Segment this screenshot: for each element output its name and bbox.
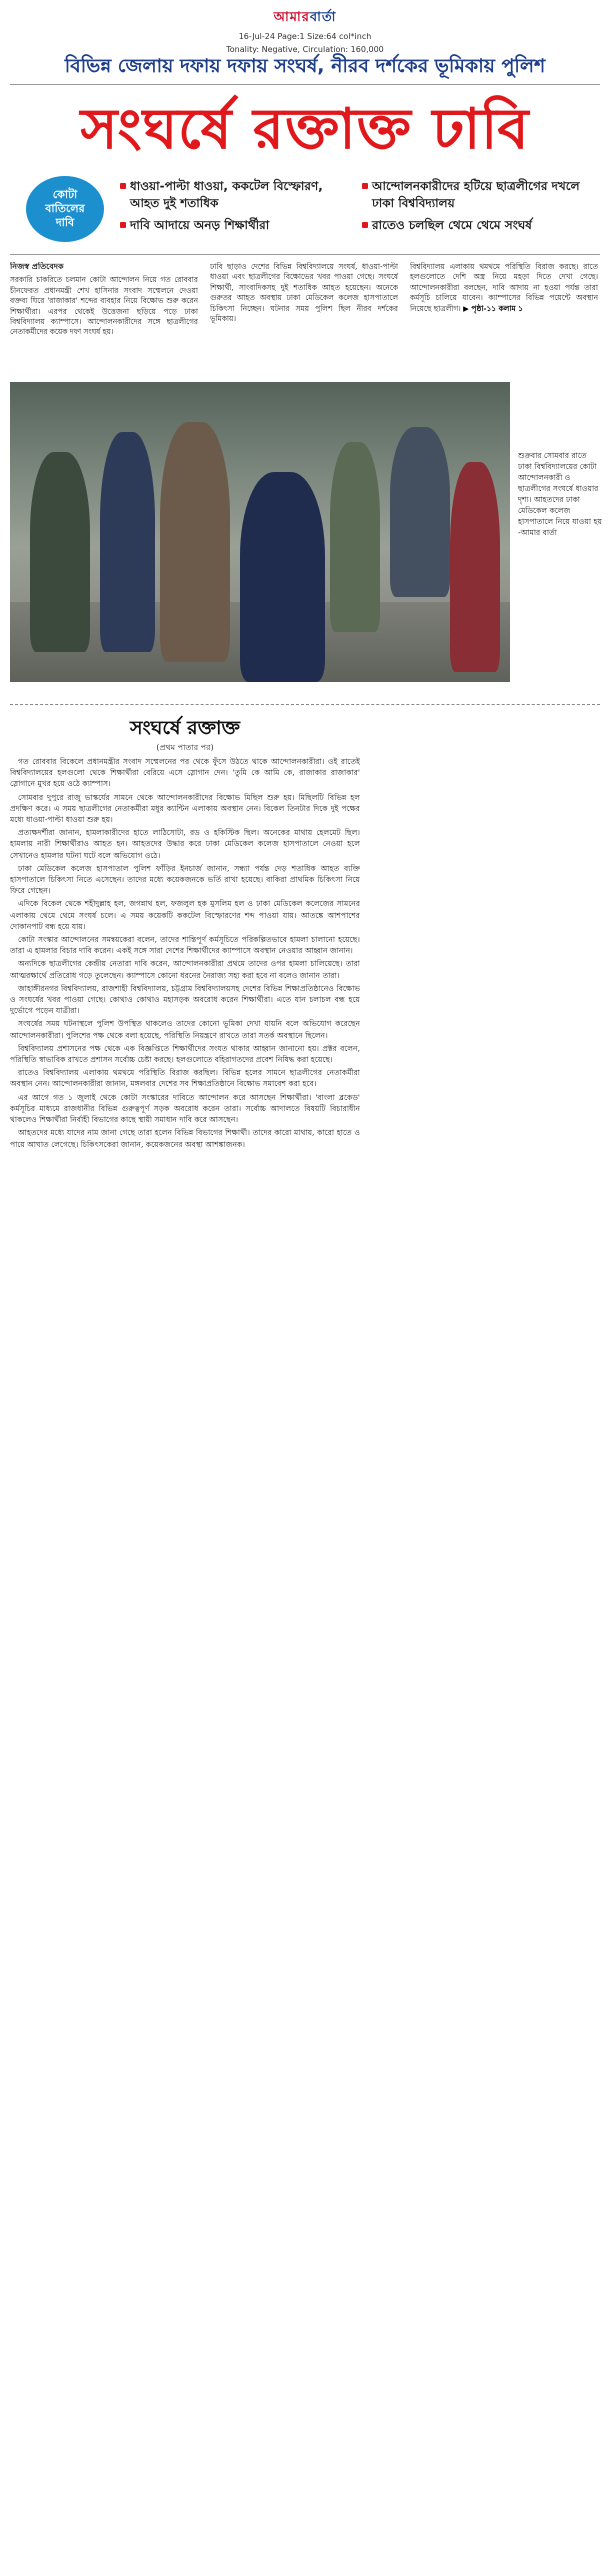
photo-figure xyxy=(160,422,230,662)
jump-paragraph: রাতেও বিশ্ববিদ্যালয় এলাকায় থমথমে পরিস্থিতি বিরাজ করছিল। বিভিন্ন হলের সামনে ছাত্রলীগের নেতাকর্মীরা অবস্থান নেন। আন্দোলনকারীরা জানান, মঙ্গলবার দেশের সব শিক্ষাপ্রতিষ্ঠানে বিক্ষোভ সমাবেশ করা হবে। xyxy=(10,1068,360,1089)
jump-paragraph: অন্যদিকে ছাত্রলীগের কেন্দ্রীয় নেতারা দাবি করেন, আন্দোলনকারীরা প্রথমে তাদের ওপর হামলা চালিয়েছে। তারা আত্মরক্ষার্থে প্রতিরোধ গড়ে তুলেছেন। ক্যাম্পাসে কোনো ধরনের নৈরাজ্য সহ্য করা হবে না বলেও জানান তারা। xyxy=(10,959,360,980)
badge-line-3: দাবি xyxy=(55,216,75,229)
clip-date-line: 16-Jul-24 Page:1 Size:64 col*inch xyxy=(238,32,372,41)
lede-text-1: সরকারি চাকরিতে চলমান কোটা আন্দোলন নিয়ে গত রোববার চীনফেরত প্রধানমন্ত্রী শেখ হাসিনার সংবাদ সম্মেলনে দেওয়া বক্তব্য ঘিরে 'রাজাকার' শব্দের ব্যবহার নিয়ে বিক্ষোভ শুরু করেন শিক্ষার্থীরা। এরপর থেকেই উত্তেজনা ছড়িয়ে পড়ে ঢাকা বিশ্ববিদ্যালয় ক্যাম্পাসে। আন্দোলনকারীদের সঙ্গে ছাত্রলীগের নেতাকর্মীদের কয়েক দফা সংঘর্ষ হয়। xyxy=(10,275,198,337)
jump-paragraph: আহতদের মধ্যে যাদের নাম জানা গেছে তারা হলেন বিভিন্ন বিভাগের শিক্ষার্থী। তাদের কারো মাথায়, কারো হাতে ও পায়ে আঘাত লেগেছে। চিকিৎসকেরা জানান, কয়েকজনের অবস্থা আশঙ্কাজনক। xyxy=(10,1128,360,1149)
subhead-left-list xyxy=(120,178,350,239)
lede-column-1 xyxy=(10,262,198,372)
lede-story xyxy=(10,262,600,372)
clip-tonality-line: Tonality: Negative, Circulation: 160,000 xyxy=(226,45,384,54)
jump-paragraph: এর আগে গত ১ জুলাই থেকে কোটা সংস্কারের দাবিতে আন্দোলন করে আসছেন শিক্ষার্থীরা। 'বাংলা ব্লকেড' কর্মসূচির মাধ্যমে রাজধানীর বিভিন্ন গুরুত্বপূর্ণ সড়ক অবরোধ করেন তারা। সর্বোচ্চ আদালতে বিষয়টি বিচারাধীন থাকলেও শিক্ষার্থীরা নির্বাহী বিভাগের কাছে স্থায়ী সমাধান দাবি করে আসছেন। xyxy=(10,1092,360,1125)
jump-paragraph: কোটা সংস্কার আন্দোলনের সমন্বয়কেরা বলেন, তাদের শান্তিপূর্ণ কর্মসূচিতে পরিকল্পিতভাবে হামলা চালানো হয়েছে। তারা এ হামলার বিচার দাবি করেন। একই সঙ্গে সারা দেশের শিক্ষার্থীদের ক্যাম্পাসে অবস্থান নেওয়ার আহ্বান জানান। xyxy=(10,935,360,956)
middle-rule xyxy=(10,254,600,255)
subhead-item: রাতেও চলছিল থেমে থেমে সংঘর্ষ xyxy=(362,217,598,234)
byline: নিজস্ব প্রতিবেদক xyxy=(10,262,64,271)
jump-body xyxy=(10,756,360,2546)
subhead-item: আন্দোলনকারীদের হটিয়ে ছাত্রলীগের দখলে ঢাকা বিশ্ববিদ্যালয় xyxy=(362,178,598,212)
jump-paragraph: এদিকে বিকেল থেকে শহীদুল্লাহ হল, জগন্নাথ হল, ফজলুল হক মুসলিম হল ও ঢাকা মেডিকেল কলেজের সামনের এলাকায় থেমে থেমে সংঘর্ষ চলে। এ সময় কয়েকটি ককটেল বিস্ফোরণের শব্দ পাওয়া যায়। আতঙ্কে আশপাশের দোকানপাট বন্ধ হয়ে যায়। xyxy=(10,899,360,931)
kicker-headline: বিভিন্ন জেলায় দফায় দফায় সংঘর্ষ, নীরব দর্শকের ভূমিকায় পুলিশ xyxy=(64,55,546,77)
photo-figure xyxy=(30,452,90,652)
subhead-area xyxy=(10,174,600,244)
top-rule xyxy=(10,84,600,85)
subhead-right-list xyxy=(362,178,598,239)
main-headline: সংঘর্ষে রক্তাক্ত ঢাবি xyxy=(80,97,530,162)
quota-badge xyxy=(26,176,104,242)
badge-line-2: বাতিলের xyxy=(45,202,85,215)
jump-paragraph: বিশ্ববিদ্যালয় প্রশাসনের পক্ষ থেকে এক বিজ্ঞপ্তিতে শিক্ষার্থীদের সংযত থাকার আহ্বান জানানো হয়। প্রক্টর বলেন, পরিস্থিতি স্বাভাবিক রাখতে প্রশাসন সর্বোচ্চ চেষ্টা করছে। হলগুলোতে বহিরাগতদের প্রবেশ নিষিদ্ধ করা হয়েছে। xyxy=(10,1043,360,1065)
logo-part-a: আমার xyxy=(273,10,310,25)
jump-paragraph: জাহাঙ্গীরনগর বিশ্ববিদ্যালয়, রাজশাহী বিশ্ববিদ্যালয়, চট্টগ্রাম বিশ্ববিদ্যালয়সহ দেশের বিভিন্ন শিক্ষাপ্রতিষ্ঠানেও বিক্ষোভ ও সংঘর্ষের খবর পাওয়া গেছে। কোথাও কোথাও মহাসড়ক অবরোধ করেন শিক্ষার্থীরা। এতে যান চলাচল বন্ধ হয়ে দুর্ভোগে পড়েন যাত্রীরা। xyxy=(10,983,360,1016)
photo-figure xyxy=(390,427,450,597)
jump-paragraph: গত রোববার বিকেলে প্রধানমন্ত্রীর সংবাদ সম্মেলনের পর থেকে ফুঁসে উঠতে থাকে আন্দোলনকারীরা। ওই রাতেই বিশ্ববিদ্যালয়ের হলগুলো থেকে শিক্ষার্থীরা বেরিয়ে এসে স্লোগান দেন। 'তুমি কে আমি কে, রাজাকার রাজাকার' স্লোগানে মুখর হয়ে ওঠে ক্যাম্পাস। xyxy=(10,757,360,789)
lede-text-3: বিশ্ববিদ্যালয় এলাকায় থমথমে পরিস্থিতি বিরাজ করছে। রাতে হলগুলোতে দেশি অস্ত্র নিয়ে মহড়া দিতে দেখা গেছে। আন্দোলনকারীরা বলছেন, দাবি আদায় না হওয়া পর্যন্ত তারা কর্মসূচি চালিয়ে যাবেন। ক্যাম্পাসের বিভিন্ন পয়েন্টে অবস্থান নিয়েছে ছাত্রলীগ। xyxy=(410,262,598,313)
jump-paragraph: প্রত্যক্ষদর্শীরা জানান, হামলাকারীদের হাতে লাঠিসোটা, রড ও হকিস্টিক ছিল। অনেকের মাথায় হেলমেট ছিল। হামলায় নারী শিক্ষার্থীরাও আহত হন। আহতদের উদ্ধার করে ঢাকা মেডিকেল কলেজ হাসপাতালে নেওয়া হলে সেখানেও হামলার ঘটনা ঘটে বলে অভিযোগ ওঠে। xyxy=(10,828,360,860)
subhead-item: ধাওয়া-পাল্টা ধাওয়া, ককটেল বিস্ফোরণ, আহত দুই শতাধিক xyxy=(120,178,350,212)
section-divider xyxy=(10,704,600,705)
continued-marker: ▶ পৃষ্ঠা-১১ কলাম ১ xyxy=(463,303,523,313)
lede-column-3 xyxy=(410,262,598,372)
masthead xyxy=(0,6,610,55)
jump-paragraph: সংঘর্ষের সময় ঘটনাস্থলে পুলিশ উপস্থিত থাকলেও তাদের কোনো ভূমিকা দেখা যায়নি বলে অভিযোগ করেছেন আন্দোলনকারীরা। পুলিশের পক্ষ থেকে বলা হয়েছে, পরিস্থিতি নিয়ন্ত্রণে রাখতে তারা সতর্ক অবস্থানে ছিলেন। xyxy=(10,1019,360,1040)
jump-paragraph: সোমবার দুপুরে রাজু ভাস্কর্যের সামনে থেকে আন্দোলনকারীদের বিক্ষোভ মিছিল শুরু হয়। মিছিলটি বিভিন্ন হল প্রদক্ষিণ করে। এ সময় ছাত্রলীগের নেতাকর্মীরা মধুর ক্যান্টিন এলাকায় অবস্থান নেন। বিকেল তিনটার দিকে দুই পক্ষের মধ্যে ধাওয়া-পাল্টা ধাওয়া শুরু হয়। xyxy=(10,792,360,825)
logo-part-b: বার্তা xyxy=(309,10,337,25)
photo-caption: শুক্রবার সোমবার রাতে ঢাকা বিশ্ববিদ্যালয়ের কোটা আন্দোলনকারী ও ছাত্রলীগের সংঘর্ষে ধাওয়ার দৃশ্য। আহতদের ঢাকা মেডিকেল কলেজ হাসপাতালে নিয়ে যাওয়া হয় -আমার বার্তা xyxy=(518,451,602,537)
photo-figure xyxy=(240,472,325,682)
photo-figure xyxy=(450,462,500,672)
jump-subline: (প্রথম পাতার পর) xyxy=(156,743,214,752)
badge-line-1: কোটা xyxy=(52,188,78,201)
jump-headline: সংঘর্ষে রক্তাক্ত xyxy=(129,717,241,739)
subhead-item: দাবি আদায়ে অনড় শিক্ষার্থীরা xyxy=(120,217,350,234)
jump-paragraph: ঢাকা মেডিকেল কলেজ হাসপাতাল পুলিশ ফাঁড়ির ইনচার্জ জানান, সন্ধ্যা পর্যন্ত দেড় শতাধিক আহত ব্যক্তি হাসপাতালে চিকিৎসা নিতে এসেছেন। তাদের মধ্যে কয়েকজনকে ভর্তি রাখা হয়েছে। বাকিরা প্রাথমিক চিকিৎসা নিয়ে ফিরে গেছেন। xyxy=(10,863,360,896)
newspaper-logo xyxy=(274,8,337,29)
photo-figure xyxy=(100,432,155,652)
news-photo xyxy=(10,382,510,682)
lede-text-2: ঢাবি ছাড়াও দেশের বিভিন্ন বিশ্ববিদ্যালয়ে সংঘর্ষ, ধাওয়া-পাল্টা ধাওয়া এবং ছাত্রলীগের বিক্ষোভের খবর পাওয়া গেছে। সংঘর্ষে শিক্ষার্থী, সাংবাদিকসহ দুই শতাধিক আহত হয়েছেন। অনেকে গুরুতর আহত অবস্থায় ঢাকা মেডিকেল কলেজ হাসপাতালে চিকিৎসা নিচ্ছেন। ঘটনার সময় পুলিশ ছিল নীরব দর্শকের ভূমিকায়। xyxy=(210,262,398,324)
photo-figure xyxy=(330,442,380,632)
lede-column-2 xyxy=(210,262,398,372)
